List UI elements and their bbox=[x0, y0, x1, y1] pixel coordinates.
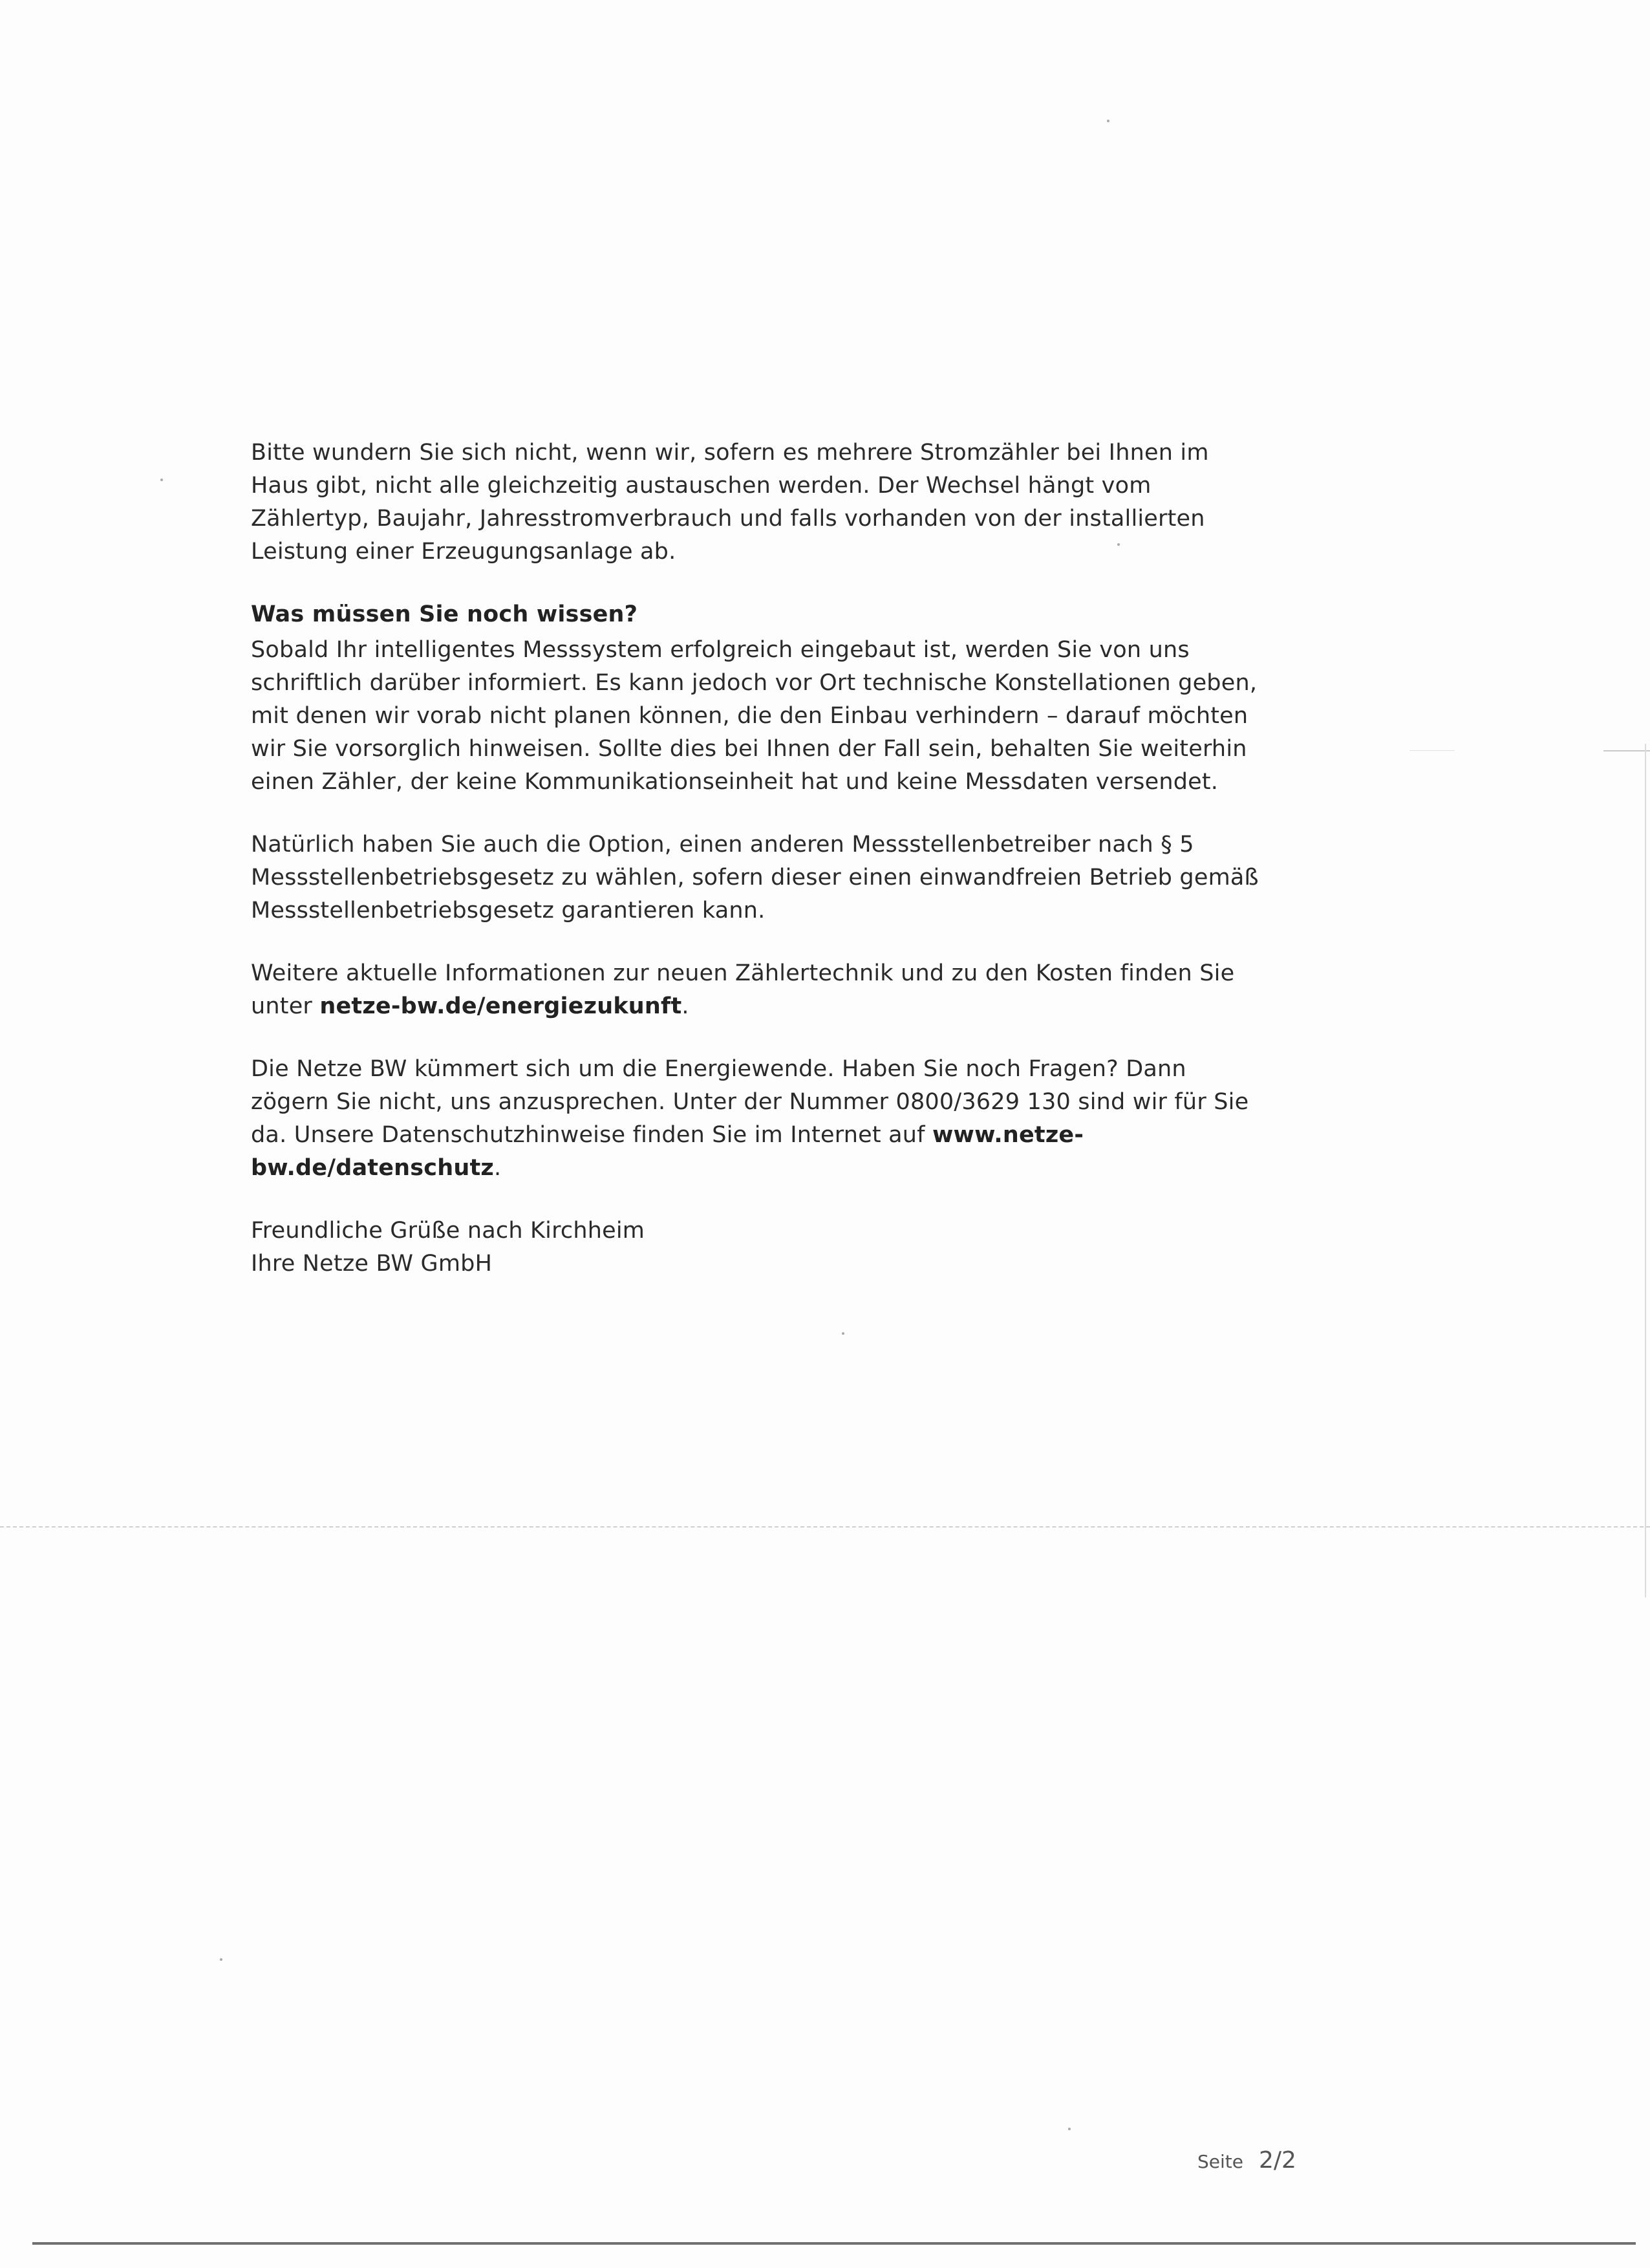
page-bottom-edge bbox=[32, 2242, 1636, 2245]
datenschutz-link: www.netze-bw.de/datenschutz bbox=[251, 1122, 1084, 1181]
scan-speck bbox=[160, 479, 163, 481]
further-info-text: Weitere aktuelle Informationen zur neuen Zählertechnik und zu den Kosten finden Sie unter bbox=[251, 960, 1235, 1019]
paragraph-meter-exchange: Bitte wundern Sie sich nicht, wenn wir, sofern es mehrere Stromzähler bei Ihnen im Haus gibt, nicht alle gleichzeitig austauschen werden. Der Wechsel hängt vom Zählertyp, Baujahr, Jahresstromverbrauch und falls vorhanden von der installierten Leistung einer Erzeugungsanlage ab. bbox=[251, 440, 1209, 565]
scan-speck bbox=[1107, 120, 1109, 122]
closing-greeting: Freundliche Grüße nach Kirchheim bbox=[251, 1218, 645, 1244]
fold-mark-inner bbox=[1409, 750, 1455, 751]
paragraph-operator-option: Natürlich haben Sie auch die Option, einen anderen Messstellenbetreiber nach § 5 Messstellenbetriebsgesetz zu wählen, sofern dieser einen einwandfreien Betrieb gemäß Messstellenbetriebsgesetz garantieren kann. bbox=[251, 832, 1259, 923]
page-label: Seite bbox=[1197, 2151, 1243, 2172]
page-right-edge bbox=[1645, 744, 1650, 1597]
scan-speck bbox=[1068, 2128, 1071, 2130]
contact-end: . bbox=[494, 1155, 502, 1181]
paragraph-contact bbox=[251, 1053, 1259, 1185]
page-number bbox=[1197, 2147, 1296, 2174]
energiezukunft-link: netze-bw.de/energiezukunft bbox=[319, 993, 682, 1019]
page-count: 2/2 bbox=[1258, 2147, 1296, 2174]
paragraph-installation-info: Sobald Ihr intelligentes Messsystem erfolgreich eingebaut ist, werden Sie von uns schriftlich darüber informiert. Es kann jedoch vor Ort technische Konstellationen geben, mit denen wir vorab nicht planen können, die den Einbau verhindern – darauf möchten wir Sie vorsorglich hinweisen. Sollte dies bei Ihnen der Fall sein, behalten Sie weiterhin einen Zähler, der keine Kommunikationseinheit hat und keine Messdaten versendet. bbox=[251, 637, 1258, 795]
section-heading: Was müssen Sie noch wissen? bbox=[251, 601, 638, 627]
paragraph-further-info bbox=[251, 957, 1259, 1023]
scan-speck bbox=[220, 1958, 222, 1961]
fold-mark bbox=[1603, 750, 1650, 751]
closing bbox=[251, 1215, 1259, 1280]
fold-line bbox=[0, 1526, 1650, 1528]
scan-speck bbox=[1117, 543, 1120, 546]
contact-text: Die Netze BW kümmert sich um die Energiewende. Haben Sie noch Fragen? Dann zögern Sie nicht, uns anzusprechen. Unter der Nummer 0800/3629 130 sind wir für Sie da. Unsere Datenschutzhinweise finden Sie im Internet auf bbox=[251, 1056, 1249, 1148]
further-info-end: . bbox=[681, 993, 689, 1019]
letter-body bbox=[251, 437, 1259, 1280]
closing-sender: Ihre Netze BW GmbH bbox=[251, 1251, 493, 1277]
scan-speck bbox=[842, 1332, 844, 1335]
